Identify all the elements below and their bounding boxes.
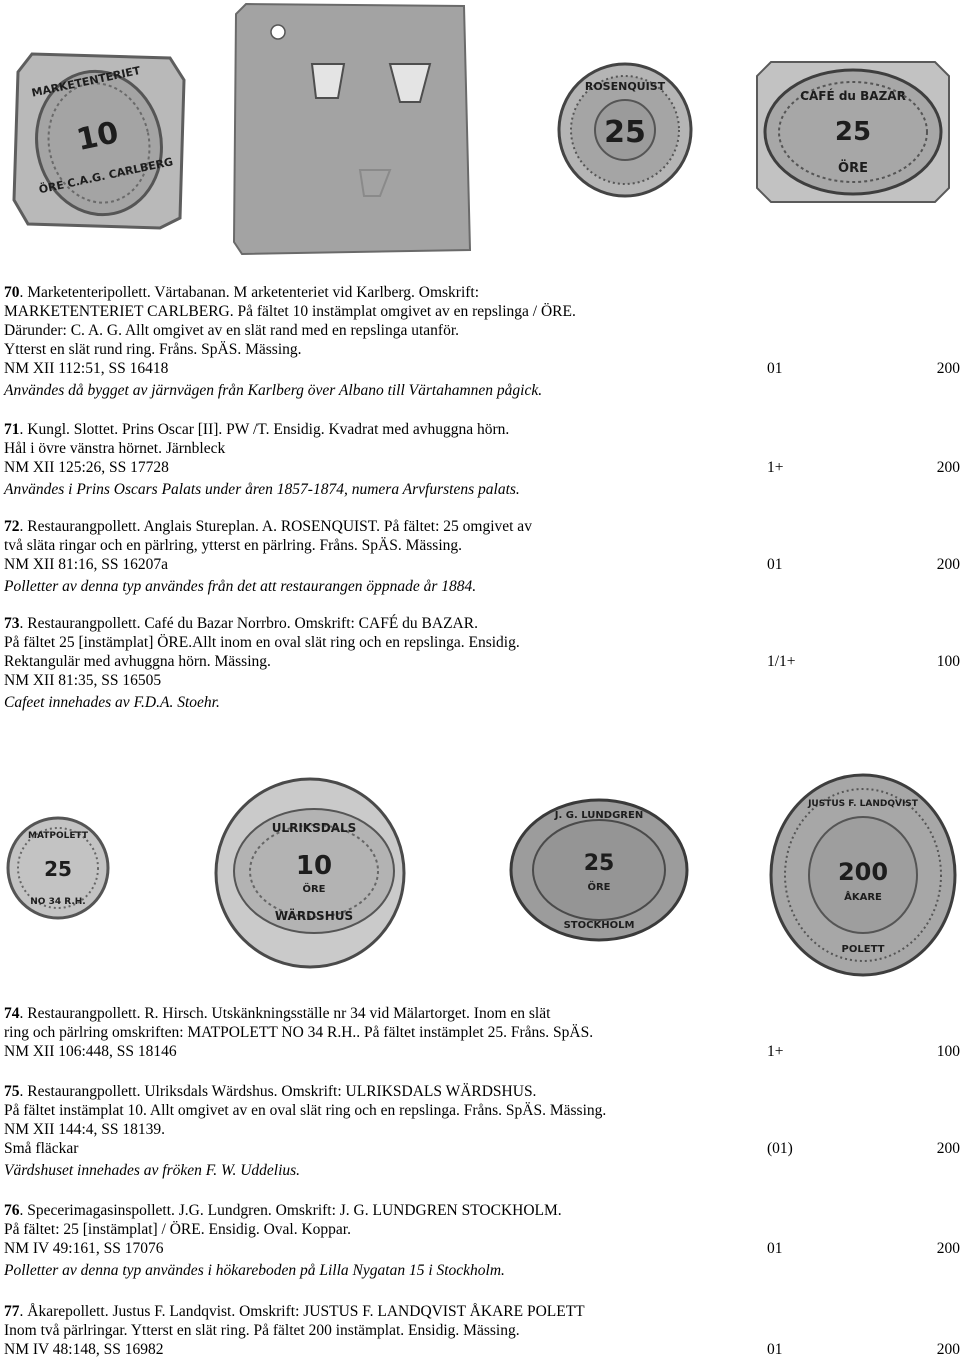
catalog-entry-73 bbox=[4, 614, 960, 712]
entry-73-number: 73 bbox=[4, 615, 20, 632]
entry-75-price: 200 bbox=[936, 1140, 960, 1157]
token-76-inscription-bottom: STOCKHOLM bbox=[563, 920, 635, 931]
token-72-inscription-top: ROSENQUIST bbox=[584, 80, 666, 93]
entry-76-line-0: 76. Specerimagasinspollett. J.G. Lundgren. Omskrift: J. G. LUNDGREN STOCKHOLM. bbox=[4, 1202, 562, 1219]
catalog-entry-72 bbox=[4, 517, 960, 596]
catalog-entry-70 bbox=[4, 283, 960, 400]
token-70-inscription-bottom: ÖRE C.A.G. CARLBERG bbox=[37, 155, 175, 197]
entry-73-grade: 1/1+ bbox=[767, 653, 796, 670]
token-70-value: 10 bbox=[73, 115, 122, 159]
token-73-inscription-bottom: ÖRE bbox=[838, 161, 868, 176]
entry-76-reference: NM IV 49:161, SS 17076 01 200 bbox=[4, 1240, 960, 1257]
catalog-entry-77 bbox=[4, 1302, 960, 1359]
entry-77-grade: 01 bbox=[767, 1341, 783, 1358]
catalog-entry-71 bbox=[4, 420, 960, 499]
token-75-value: 10 bbox=[295, 851, 333, 881]
catalog-entry-76 bbox=[4, 1201, 960, 1280]
catalog-entry-74 bbox=[4, 1004, 960, 1061]
entry-72-price: 200 bbox=[936, 556, 960, 573]
entry-77-line-0: 77. Åkarepollett. Justus F. Landqvist. Omskrift: JUSTUS F. LANDQVIST ÅKARE POLETT bbox=[4, 1303, 585, 1320]
entry-72-line-0: 72. Restaurangpollett. Anglais Stureplan. A. ROSENQUIST. På fältet: 25 omgivet av bbox=[4, 518, 532, 535]
hole-icon bbox=[271, 25, 285, 39]
entry-75-line-3: Små fläckar (01) 200 bbox=[4, 1140, 960, 1157]
catalog-entry-75 bbox=[4, 1082, 960, 1180]
entry-72-note: Polletter av denna typ användes från det att restaurangen öppnade år 1884. bbox=[4, 578, 477, 595]
token-image-76 bbox=[508, 796, 690, 944]
token-77-value: 200 bbox=[837, 858, 889, 886]
entry-71-grade: 1+ bbox=[767, 459, 784, 476]
token-76-value: 25 bbox=[583, 851, 615, 876]
entry-71-note: Användes i Prins Oscars Palats under åren 1857-1874, numera Arvfurstens palats. bbox=[4, 481, 520, 498]
token-76-inscription-top: J. G. LUNDGREN bbox=[554, 810, 644, 821]
token-image-72 bbox=[555, 60, 695, 200]
entry-70-note: Användes då bygget av järnvägen från Karlberg över Albano till Värtahamnen pågick. bbox=[4, 382, 543, 399]
entry-71-line-1: Hål i övre vänstra hörnet. Järnbleck bbox=[4, 440, 226, 457]
entry-70-line-1: MARKETENTERIET CARLBERG. På fältet 10 instämplat omgivet av en repslinga / ÖRE. bbox=[4, 303, 576, 320]
token-77-inscription-top: JUSTUS F. LANDQVIST bbox=[808, 799, 918, 809]
entry-74-reference: NM XII 106:448, SS 18146 1+ 100 bbox=[4, 1043, 960, 1060]
entry-75-grade: (01) bbox=[767, 1140, 793, 1157]
entry-75-line-0: 75. Restaurangpollett. Ulriksdals Wärdshus. Omskrift: ULRIKSDALS WÄRDSHUS. bbox=[4, 1083, 537, 1100]
entry-71-reference: NM XII 125:26, SS 17728 1+ 200 bbox=[4, 459, 960, 476]
entry-70-grade: 01 bbox=[767, 360, 783, 377]
entry-73-line-2: Rektangulär med avhuggna hörn. Mässing. 1/1+ 100 bbox=[4, 653, 960, 670]
entry-70-price: 200 bbox=[936, 360, 960, 377]
token-72-value: 25 bbox=[604, 115, 646, 150]
token-image-77 bbox=[768, 772, 958, 978]
entry-76-line-1: På fältet: 25 [instämplat] / ÖRE. Ensidig. Oval. Koppar. bbox=[4, 1221, 351, 1238]
entry-73-note: Cafeet innehades av F.D.A. Stoehr. bbox=[4, 694, 220, 711]
entry-77-number: 77 bbox=[4, 1303, 20, 1320]
middle-token-images bbox=[0, 760, 960, 995]
entry-73-line-1: På fältet 25 [instämplat] ÖRE.Allt inom en oval slät ring och en repslinga. Ensidig. bbox=[4, 634, 520, 651]
entry-72-reference: NM XII 81:16, SS 16207a 01 200 bbox=[4, 556, 960, 573]
entry-76-grade: 01 bbox=[767, 1240, 783, 1257]
token-75-inscription-bottom: WÄRDSHUS bbox=[274, 909, 354, 923]
entry-75-number: 75 bbox=[4, 1083, 20, 1100]
token-76-inscription-mid: ÖRE bbox=[587, 882, 611, 893]
entry-76-note: Polletter av denna typ användes i hökareboden på Lilla Nygatan 15 i Stockholm. bbox=[4, 1262, 505, 1279]
token-73-inscription-top: CAFÉ du BAZAR bbox=[800, 89, 906, 103]
entry-72-line-1: två släta ringar och en pärlring, ytterst en pärlring. Fråns. SpÄS. Mässing. bbox=[4, 537, 463, 554]
token-77-inscription-bottom: POLETT bbox=[841, 944, 885, 955]
entry-77-price: 200 bbox=[936, 1341, 960, 1358]
token-74-value: 25 bbox=[44, 857, 72, 881]
entry-76-number: 76 bbox=[4, 1202, 20, 1219]
entry-77-line-1: Inom två pärlringar. Ytterst en slät ring. På fältet 200 instämplat. Ensidig. Mässing. bbox=[4, 1322, 520, 1339]
top-token-images bbox=[0, 0, 960, 262]
entry-75-reference: NM XII 144:4, SS 18139. bbox=[4, 1121, 166, 1138]
entry-74-number: 74 bbox=[4, 1005, 20, 1022]
entry-74-price: 100 bbox=[936, 1043, 960, 1060]
entry-71-number: 71 bbox=[4, 421, 20, 438]
entry-75-note: Värdshuset innehades av fröken F. W. Uddelius. bbox=[4, 1162, 301, 1179]
token-74-inscription-bottom: NO 34 R.H. bbox=[30, 897, 86, 907]
token-70-inscription-top: MARKETENTERIET bbox=[30, 63, 142, 100]
entry-77-reference: NM IV 48:148, SS 16982 01 200 bbox=[4, 1341, 960, 1358]
entry-75-line-1: På fältet instämplat 10. Allt omgivet av en oval slät ring och en repslinga. Fråns. SpÄS. Mässing. bbox=[4, 1102, 607, 1119]
entry-76-price: 200 bbox=[936, 1240, 960, 1257]
entry-70-line-3: Ytterst en slät rund ring. Fråns. SpÄS. Mässing. bbox=[4, 341, 302, 358]
token-75-inscription-mid: ÖRE bbox=[302, 884, 326, 895]
token-image-73 bbox=[755, 60, 951, 204]
entry-73-line-0: 73. Restaurangpollett. Café du Bazar Norrbro. Omskrift: CAFÉ du BAZAR. bbox=[4, 615, 478, 632]
entry-74-grade: 1+ bbox=[767, 1043, 784, 1060]
entry-70-reference: NM XII 112:51, SS 16418 01 200 bbox=[4, 360, 960, 377]
entry-72-number: 72 bbox=[4, 518, 20, 535]
token-74-inscription-top: MATPOLETT bbox=[28, 831, 88, 841]
token-73-value: 25 bbox=[834, 117, 872, 147]
entry-74-line-1: ring och pärlring omskriften: MATPOLETT NO 34 R.H.. På fältet instämplet 25. Fråns. SpÄS. bbox=[4, 1024, 594, 1041]
entry-71-price: 200 bbox=[936, 459, 960, 476]
entry-71-line-0: 71. Kungl. Slottet. Prins Oscar [II]. PW /T. Ensidig. Kvadrat med avhuggna hörn. bbox=[4, 421, 510, 438]
entry-70-line-0: 70. Marketenteripollett. Värtabanan. M arketenteriet vid Karlberg. Omskrift: bbox=[4, 284, 480, 301]
entry-73-price: 100 bbox=[936, 653, 960, 670]
entry-70-line-2: Därunder: C. A. G. Allt omgivet av en slät rand med en repslinga utanför. bbox=[4, 322, 459, 339]
entry-70-number: 70 bbox=[4, 284, 20, 301]
token-75-inscription-top: ULRIKSDALS bbox=[271, 821, 357, 835]
entry-73-reference: NM XII 81:35, SS 16505 bbox=[4, 672, 162, 689]
entry-72-grade: 01 bbox=[767, 556, 783, 573]
token-image-75 bbox=[212, 774, 408, 972]
token-image-74 bbox=[4, 814, 112, 922]
token-image-71 bbox=[232, 2, 472, 258]
token-image-70 bbox=[10, 50, 190, 232]
token-77-inscription-mid: ÅKARE bbox=[844, 892, 882, 903]
entry-74-line-0: 74. Restaurangpollett. R. Hirsch. Utskänkningsställe nr 34 vid Mälartorget. Inom en slät bbox=[4, 1005, 551, 1022]
